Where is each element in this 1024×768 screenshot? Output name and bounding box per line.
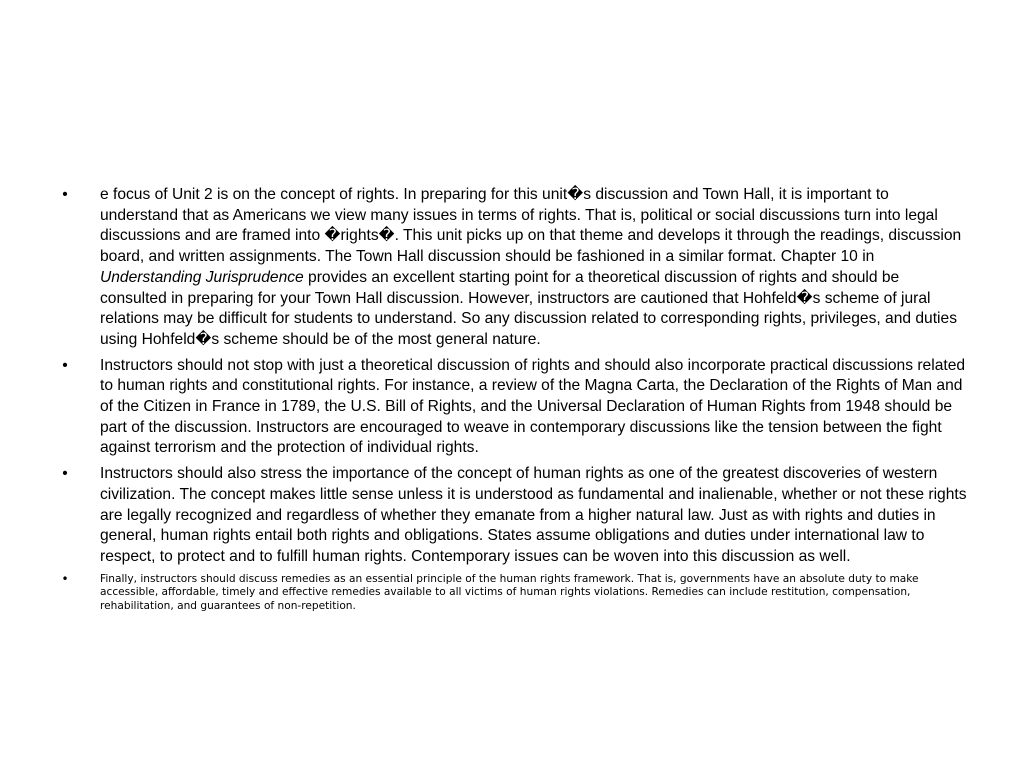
bullet-marker: • xyxy=(62,186,68,203)
bullet-text: Finally, instructors should discuss remedies as an essential principle of the human rights framework. That is, governments have an absolute duty to make accessible, affordable, timely and effective remedies available to all victims of human rights violations. Remedies can include restitution, compensation, rehabilitation, and guarantees of non-repetition. xyxy=(100,572,919,613)
bullet-item-remedies xyxy=(58,573,970,614)
bullet-item-rights-concept xyxy=(58,185,970,351)
bullet-text: Instructors should also stress the importance of the concept of human rights as one of the greatest discoveries of western civilization. The concept makes little sense unless it is understood as fundamental and inalienable, whether or not these rights are legally recognized and regardless of whether they emanate from a higher natural law. Just as with rights and duties in general, human rights entail both rights and obligations. States assume obligations and duties under international law to respect, to protect and to fulfill human rights. Contemporary issues can be woven into this discussion as well. xyxy=(100,465,967,565)
bullet-marker: • xyxy=(62,465,68,483)
bullet-marker: • xyxy=(61,571,69,586)
bullet-marker: • xyxy=(62,356,68,374)
bullet-text-continued: provides an excellent starting point for a theoretical discussion of rights and should be consulted in preparing for your Town Hall discussion. However, instructors are cautioned that Hohfeld�s scheme of jural relations may be difficult for students to understand. So any discussion related to corresponding rights, privileges, and duties using Hohfeld�s scheme should be of the most general nature. xyxy=(100,268,957,348)
bullet-text: Instructors should not stop with just a theoretical discussion of rights and should also incorporate practical discussions related to human rights and constitutional rights. For instance, a review of the Magna Carta, the Declaration of the Rights of Man and of the Citizen in France in 1789, the U.S. Bill of Rights, and the Universal Declaration of Human Rights from 1948 should be part of the discussion. Instructors are encouraged to weave in contemporary discussions like the tension between the fight against terrorism and the protection of individual rights. xyxy=(100,356,966,457)
bullet-text: e focus of Unit 2 is on the concept of rights. In preparing for this unit�s discussion and Town Hall, it is important to understand that as Americans we view many issues in terms of rights. That is, political or social discussions turn into legal discussions and are framed into �rights�. This unit picks up on that theme and develops it through the readings, discussion board, and written assignments. The Town Hall discussion should be fashioned in a similar format. Chapter 10 in xyxy=(100,186,962,266)
bullet-item-human-rights xyxy=(58,464,970,568)
bullet-list xyxy=(58,185,970,619)
book-title: Understanding Jurisprudence xyxy=(100,268,304,286)
bullet-item-practical-discussions xyxy=(58,356,970,460)
